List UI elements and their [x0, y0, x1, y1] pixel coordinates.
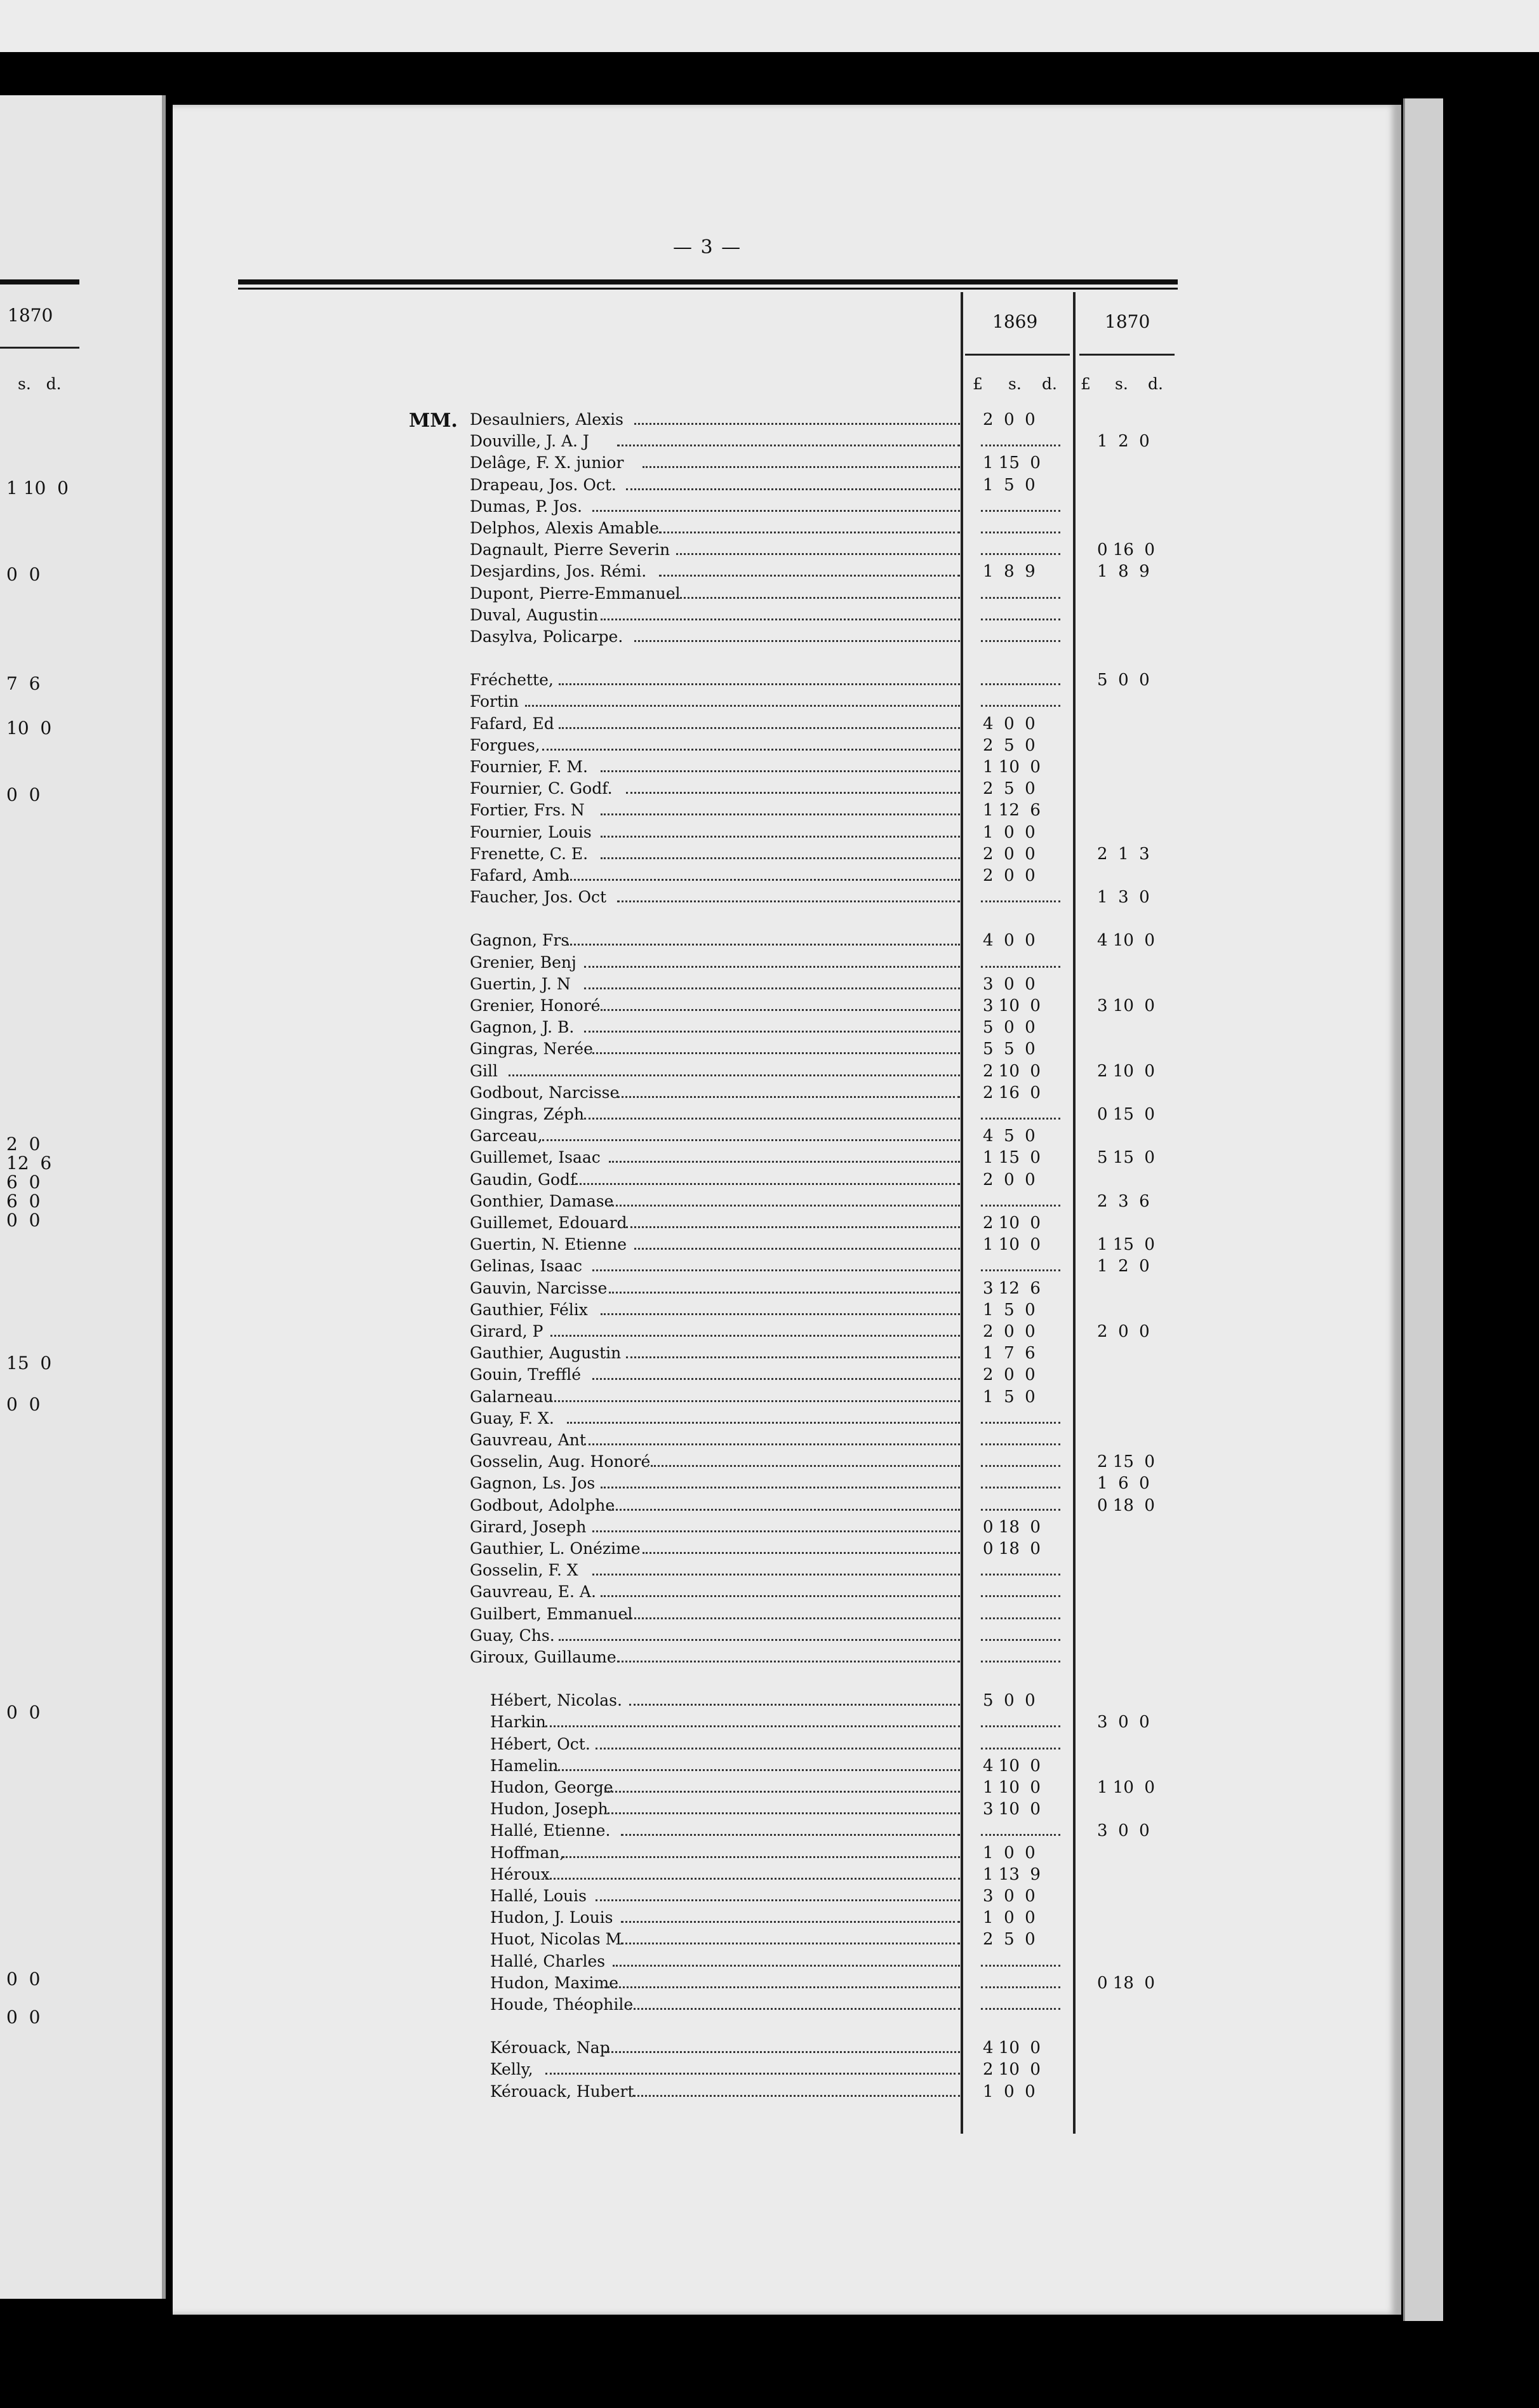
dot-leader	[609, 1292, 960, 1294]
blank-amount-1869	[981, 1205, 1060, 1207]
left-page-value: 15 0	[6, 1353, 52, 1374]
dot-leader	[617, 900, 960, 902]
subscriber-name: Gauthier, Augustin	[470, 1344, 622, 1362]
amount-1869: 4 0 0	[983, 931, 1036, 950]
subscriber-name: Gosselin, Aug. Honoré	[470, 1452, 651, 1471]
left-year-rule	[0, 347, 79, 349]
blank-amount-1869	[981, 1965, 1060, 1967]
dot-leader	[659, 575, 960, 577]
dot-leader	[601, 813, 960, 815]
dot-leader	[659, 532, 960, 533]
amount-1869: 2 0 0	[983, 1170, 1036, 1189]
subscriber-name: Gelinas, Isaac	[470, 1257, 583, 1275]
blank-amount-1869	[981, 1725, 1060, 1727]
dot-leader	[567, 944, 960, 946]
subscriber-name: Gingras, Nerée	[470, 1040, 593, 1058]
subscriber-name: Gagnon, Frs	[470, 931, 570, 949]
amount-1870: 1 6 0	[1097, 1474, 1150, 1493]
year-1869-header: 1869	[992, 311, 1038, 332]
blank-amount-1869	[981, 705, 1060, 707]
subscriber-name: Hamelin	[490, 1756, 559, 1775]
subscriber-name: Kérouack, Hubert	[490, 2082, 634, 2101]
subscriber-name: Héroux	[490, 1865, 550, 1883]
amount-1869: 3 10 0	[983, 996, 1041, 1015]
column-divider-1869	[961, 292, 963, 2134]
left-page-value: 6 0	[6, 1191, 41, 1212]
subscriber-name: Dasylva, Policarpe.	[470, 627, 623, 646]
dot-leader	[596, 1899, 960, 1901]
subscriber-name: Guay, Chs.	[470, 1626, 555, 1645]
subscriber-name: Fournier, C. Godf.	[470, 779, 613, 798]
blank-amount-1869	[981, 2008, 1060, 2010]
subscriber-name: Houde, Théophile	[490, 1995, 634, 2014]
pounds-header-1869: £	[973, 375, 983, 393]
amount-1869: 2 0 0	[983, 866, 1036, 885]
dot-leader	[629, 1704, 960, 1706]
amount-1869: 1 5 0	[983, 1388, 1036, 1407]
pence-header-1869: d.	[1042, 375, 1057, 393]
dot-leader	[559, 683, 960, 685]
header-rule-thin	[238, 288, 1178, 290]
dot-leader	[601, 1313, 960, 1315]
dot-leader	[626, 1226, 960, 1228]
subscriber-name: Fafard, Ed	[470, 714, 554, 733]
amount-1869: 1 8 9	[983, 562, 1036, 581]
blank-amount-1869	[981, 445, 1060, 446]
blank-amount-1869	[981, 966, 1060, 968]
amount-1869: 2 0 0	[983, 410, 1036, 429]
column-divider-1870	[1073, 292, 1076, 2134]
amount-1869: 5 0 0	[983, 1018, 1036, 1037]
amount-1869: 1 5 0	[983, 476, 1036, 495]
amount-1870: 0 15 0	[1097, 1105, 1155, 1124]
subscriber-name: Forgues,	[470, 736, 540, 754]
left-page-value: 2 0	[6, 1134, 41, 1154]
dot-leader	[604, 2051, 960, 2053]
amount-1869: 2 0 0	[983, 845, 1036, 864]
amount-1869: 3 10 0	[983, 1800, 1041, 1819]
amount-1869: 2 0 0	[983, 1365, 1036, 1384]
blank-amount-1869	[981, 1422, 1060, 1424]
blank-amount-1869	[981, 619, 1060, 620]
blank-amount-1869	[981, 1986, 1060, 1988]
dot-leader	[626, 1617, 960, 1619]
dot-leader	[584, 987, 960, 989]
blank-amount-1869	[981, 1487, 1060, 1488]
subscriber-name: Harkin	[490, 1713, 546, 1731]
left-page-value: 12 6	[6, 1153, 52, 1174]
subscriber-name: Girard, Joseph	[470, 1518, 587, 1536]
left-unit-header: s. d.	[18, 375, 62, 393]
subscriber-name: Godbout, Narcisse	[470, 1083, 620, 1102]
blank-amount-1869	[981, 1639, 1060, 1641]
subscriber-name: Gauthier, Félix	[470, 1301, 588, 1319]
left-page-value: 0 0	[6, 564, 41, 585]
amount-1870: 2 1 3	[1097, 845, 1150, 864]
scanner-margin-top	[0, 0, 1539, 52]
left-page-value: 0 0	[6, 1394, 41, 1415]
subscriber-name: Fortin	[470, 692, 519, 711]
subscriber-name: Grenier, Honoré	[470, 996, 601, 1015]
subscriber-name: Hallé, Charles	[490, 1952, 606, 1970]
subscriber-name: Frenette, C. E.	[470, 845, 589, 863]
amount-1870: 2 10 0	[1097, 1062, 1155, 1081]
dot-leader	[559, 1639, 960, 1641]
amount-1869: 4 10 0	[983, 1756, 1041, 1776]
year-1870-rule	[1079, 354, 1175, 356]
subscriber-name: Hudon, George	[490, 1778, 613, 1796]
subscriber-name: Huot, Nicolas M	[490, 1930, 622, 1948]
left-page-value: 7 6	[6, 673, 41, 694]
amount-1869: 0 18 0	[983, 1539, 1041, 1558]
blank-amount-1869	[981, 1443, 1060, 1445]
blank-amount-1869	[981, 1574, 1060, 1575]
amount-1870: 5 0 0	[1097, 671, 1150, 690]
blank-amount-1869	[981, 1269, 1060, 1271]
subscriber-name: Hébert, Oct.	[490, 1735, 590, 1753]
amount-1869: 2 10 0	[983, 2060, 1041, 2079]
subscriber-name: Gouin, Trefflé	[470, 1365, 582, 1384]
subscriber-name: Fortier, Frs. N	[470, 801, 585, 819]
dot-leader	[592, 1378, 960, 1380]
blank-amount-1869	[981, 1509, 1060, 1511]
subscriber-name: Giroux, Guillaume	[470, 1648, 616, 1666]
amount-1869: 1 10 0	[983, 1778, 1041, 1797]
dot-leader	[626, 792, 960, 794]
amount-1869: 3 0 0	[983, 975, 1036, 994]
subscriber-name: Guertin, N. Etienne	[470, 1235, 627, 1254]
dot-leader	[592, 1052, 960, 1054]
subscriber-name: Girard, P	[470, 1322, 543, 1341]
amount-1869: 1 0 0	[983, 823, 1036, 842]
amount-1869: 1 10 0	[983, 758, 1041, 777]
subscriber-name: Douville, J. A. J	[470, 432, 589, 450]
left-page-fragment	[0, 95, 166, 2299]
amount-1870: 0 18 0	[1097, 1496, 1155, 1515]
amount-1869: 5 0 0	[983, 1691, 1036, 1710]
subscriber-name: Gauvreau, E. A.	[470, 1582, 596, 1601]
page-stack-edge	[1403, 98, 1443, 2321]
amount-1869: 1 15 0	[983, 453, 1041, 472]
subscriber-name: Desjardins, Jos. Rémi.	[470, 562, 647, 580]
dot-leader	[634, 423, 960, 425]
amount-1869: 1 0 0	[983, 1843, 1036, 1863]
dot-leader	[559, 727, 960, 729]
dot-leader	[629, 2095, 960, 2097]
subscriber-name: Dupont, Pierre-Emmanuel	[470, 584, 681, 603]
amount-1870: 5 15 0	[1097, 1148, 1155, 1167]
dot-leader	[643, 466, 960, 468]
amount-1869: 2 5 0	[983, 736, 1036, 755]
dot-leader	[626, 488, 960, 490]
dot-leader	[601, 1009, 960, 1011]
subscriber-name: Fournier, Louis	[470, 823, 592, 841]
amount-1870: 0 16 0	[1097, 540, 1155, 559]
dot-leader	[629, 2008, 960, 2010]
dot-leader	[617, 1096, 960, 1098]
dot-leader	[592, 510, 960, 512]
blank-amount-1869	[981, 1834, 1060, 1836]
subscriber-name: Delâge, F. X. junior	[470, 453, 624, 472]
dot-leader	[609, 1161, 960, 1163]
shillings-header-1870: s.	[1115, 375, 1128, 393]
dot-leader	[609, 1205, 960, 1207]
amount-1870: 1 2 0	[1097, 432, 1150, 451]
dot-leader	[601, 857, 960, 859]
blank-amount-1869	[981, 1595, 1060, 1597]
dot-leader	[643, 1552, 960, 1554]
subscriber-name: Dumas, P. Jos.	[470, 497, 582, 516]
dot-leader	[617, 445, 960, 446]
amount-1870: 2 15 0	[1097, 1452, 1155, 1471]
blank-amount-1869	[981, 597, 1060, 599]
dot-leader	[596, 1748, 960, 1749]
subscriber-name: Godbout, Adolphe	[470, 1496, 615, 1515]
amount-1870: 1 2 0	[1097, 1257, 1150, 1276]
dot-leader	[584, 1118, 960, 1120]
dot-leader	[592, 1269, 960, 1271]
amount-1869: 2 10 0	[983, 1062, 1041, 1081]
subscriber-name: Faucher, Jos. Oct	[470, 888, 606, 906]
subscriber-name: Guillemet, Isaac	[470, 1148, 601, 1167]
amount-1869: 2 5 0	[983, 779, 1036, 798]
dot-leader	[545, 1725, 960, 1727]
dot-leader	[509, 1074, 960, 1076]
subscriber-name: Hudon, Joseph	[490, 1800, 608, 1818]
blank-amount-1869	[981, 1661, 1060, 1662]
dot-leader	[604, 1986, 960, 1988]
amount-1869: 1 12 6	[983, 801, 1041, 820]
subscriber-name: Dagnault, Pierre Severin	[470, 540, 670, 559]
subscriber-name: Hudon, J. Louis	[490, 1908, 613, 1927]
amount-1869: 5 5 0	[983, 1040, 1036, 1059]
year-1869-rule	[965, 354, 1070, 356]
subscriber-name: Gill	[470, 1062, 498, 1080]
blank-amount-1869	[981, 900, 1060, 902]
subscriber-name: Grenier, Benj	[470, 953, 576, 972]
amount-1869: 1 7 6	[983, 1344, 1036, 1363]
year-1870-header: 1870	[1105, 311, 1150, 332]
amount-1869: 3 0 0	[983, 1887, 1036, 1906]
subscriber-name: Hébert, Nicolas.	[490, 1691, 622, 1709]
subscriber-name: Gauvin, Narcisse	[470, 1279, 608, 1297]
subscriber-name: Hudon, Maxime	[490, 1974, 619, 1992]
amount-1870: 0 18 0	[1097, 1974, 1155, 1993]
subscriber-name: Hoffman,	[490, 1843, 565, 1862]
subscriber-name: Desaulniers, Alexis	[470, 410, 624, 429]
subscriber-name: Duval, Augustin	[470, 606, 599, 624]
blank-amount-1869	[981, 1465, 1060, 1467]
blank-amount-1869	[981, 1748, 1060, 1749]
amount-1869: 1 15 0	[983, 1148, 1041, 1167]
blank-amount-1869	[981, 553, 1060, 555]
subscriber-name: Fafard, Amb	[470, 866, 570, 885]
subscriber-name: Gauthier, L. Onézime	[470, 1539, 641, 1558]
amount-1870: 1 3 0	[1097, 888, 1150, 907]
dot-leader	[545, 1878, 960, 1880]
dot-leader	[584, 966, 960, 968]
subscriber-name: Drapeau, Jos. Oct.	[470, 476, 616, 494]
dot-leader	[651, 1465, 960, 1467]
amount-1869: 0 18 0	[983, 1518, 1041, 1537]
left-page-value: 0 0	[6, 1702, 41, 1723]
left-page-value: 6 0	[6, 1172, 41, 1193]
amount-1869: 2 0 0	[983, 1322, 1036, 1341]
subscriber-name: Gauvreau, Ant	[470, 1431, 586, 1449]
amount-1870: 3 0 0	[1097, 1821, 1150, 1840]
dot-leader	[601, 1487, 960, 1488]
amount-1869: 1 5 0	[983, 1301, 1036, 1320]
amount-1869: 2 10 0	[983, 1214, 1041, 1233]
left-page-rule	[0, 279, 79, 284]
dot-leader	[592, 1574, 960, 1575]
dot-leader	[592, 1530, 960, 1532]
dot-leader	[601, 770, 960, 772]
subscriber-name: Fréchette,	[470, 671, 554, 689]
page-number: — 3 —	[673, 236, 742, 258]
dot-leader	[621, 1834, 960, 1836]
subscriber-name: Hallé, Louis	[490, 1887, 587, 1905]
amount-1870: 3 0 0	[1097, 1713, 1150, 1732]
amount-1869: 1 0 0	[983, 2082, 1036, 2101]
dot-leader	[545, 2073, 960, 2075]
subscriber-name: Delphos, Alexis Amable	[470, 519, 659, 537]
honorific-prefix: MM.	[409, 410, 458, 432]
dot-leader	[621, 1921, 960, 1923]
amount-1869: 1 10 0	[983, 1235, 1041, 1254]
dot-leader	[584, 1443, 960, 1445]
dot-leader	[601, 1595, 960, 1597]
left-page-value: 0 0	[6, 1969, 41, 1990]
blank-amount-1869	[981, 640, 1060, 642]
dot-leader	[604, 1812, 960, 1814]
dot-leader	[563, 1856, 960, 1858]
amount-1869: 1 13 9	[983, 1865, 1041, 1884]
ledger-page	[173, 105, 1401, 2315]
dot-leader	[604, 1791, 960, 1793]
amount-1869: 3 12 6	[983, 1279, 1041, 1298]
dot-leader	[676, 553, 960, 555]
left-page-value: 1 10 0	[6, 478, 69, 498]
subscriber-name: Garceau,	[470, 1127, 543, 1145]
blank-amount-1869	[981, 532, 1060, 533]
dot-leader	[613, 1965, 960, 1967]
subscriber-name: Guillemet, Edouard	[470, 1214, 627, 1232]
left-year-header: 1870	[8, 305, 53, 326]
dot-leader	[554, 1769, 960, 1771]
subscriber-name: Gaudin, Godf	[470, 1170, 576, 1189]
blank-amount-1869	[981, 510, 1060, 512]
header-rule-thick	[238, 279, 1178, 284]
left-page-value: 0 0	[6, 784, 41, 805]
dot-leader	[601, 836, 960, 838]
dot-leader	[617, 1661, 960, 1662]
subscriber-name: Gingras, Zéph	[470, 1105, 584, 1123]
amount-1870: 3 10 0	[1097, 996, 1155, 1015]
subscriber-name: Gonthier, Damase	[470, 1192, 614, 1210]
blank-amount-1869	[981, 1118, 1060, 1120]
subscriber-name: Guertin, J. N	[470, 975, 571, 993]
shillings-header-1869: s.	[1008, 375, 1022, 393]
amount-1869: 2 16 0	[983, 1083, 1041, 1102]
dot-leader	[550, 1335, 960, 1337]
subscriber-name: Guilbert, Emmanuel	[470, 1605, 633, 1623]
subscriber-name: Fournier, F. M.	[470, 758, 588, 776]
amount-1870: 4 10 0	[1097, 931, 1155, 950]
dot-leader	[626, 1356, 960, 1358]
dot-leader	[575, 1183, 960, 1185]
amount-1869: 4 0 0	[983, 714, 1036, 733]
left-page-value: 10 0	[6, 718, 52, 739]
amount-1870: 2 0 0	[1097, 1322, 1150, 1341]
subscriber-name: Hallé, Etienne.	[490, 1821, 611, 1840]
dot-leader	[601, 619, 960, 620]
dot-leader	[567, 1422, 960, 1424]
subscriber-name: Galarneau	[470, 1388, 554, 1406]
dot-leader	[634, 640, 960, 642]
dot-leader	[668, 597, 960, 599]
dot-leader	[634, 1248, 960, 1250]
blank-amount-1869	[981, 1617, 1060, 1619]
amount-1869: 4 5 0	[983, 1127, 1036, 1146]
subscriber-name: Kelly,	[490, 2060, 533, 2078]
subscriber-name: Gagnon, Ls. Jos	[470, 1474, 596, 1492]
amount-1870: 2 3 6	[1097, 1192, 1150, 1211]
amount-1869: 2 5 0	[983, 1930, 1036, 1949]
dot-leader	[525, 705, 960, 707]
dot-leader	[550, 1400, 960, 1402]
dot-leader	[609, 1509, 960, 1511]
dot-leader	[542, 749, 960, 751]
dot-leader	[621, 1943, 960, 1944]
amount-1869: 4 10 0	[983, 2038, 1041, 2057]
dot-leader	[584, 1031, 960, 1033]
blank-amount-1869	[981, 683, 1060, 685]
subscriber-name: Guay, F. X.	[470, 1409, 554, 1428]
left-page-value: 0 0	[6, 1210, 41, 1231]
left-page-value: 0 0	[6, 2007, 41, 2028]
amount-1870: 1 8 9	[1097, 562, 1150, 581]
amount-1870: 1 10 0	[1097, 1778, 1155, 1797]
subscriber-name: Kérouack, Nap	[490, 2038, 610, 2057]
subscriber-name: Gosselin, F. X	[470, 1561, 578, 1579]
subscriber-name: Gagnon, J. B.	[470, 1018, 575, 1036]
pounds-header-1870: £	[1081, 375, 1091, 393]
dot-leader	[567, 879, 960, 881]
pence-header-1870: d.	[1148, 375, 1163, 393]
dot-leader	[542, 1139, 960, 1141]
amount-1870: 1 15 0	[1097, 1235, 1155, 1254]
amount-1869: 1 0 0	[983, 1908, 1036, 1927]
